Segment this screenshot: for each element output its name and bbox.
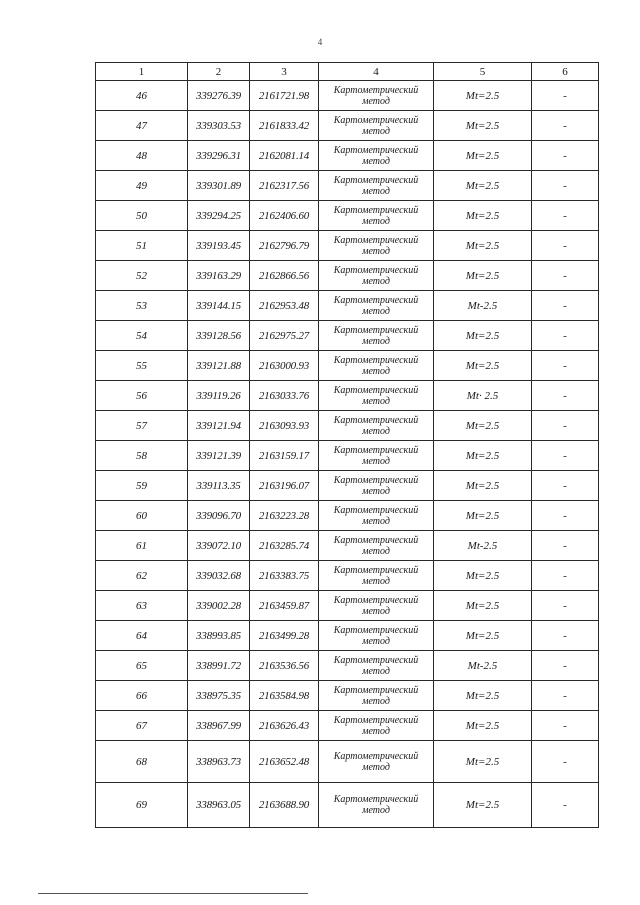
- coordinates-table: [95, 62, 599, 828]
- coordinate-y: 2163033.76: [250, 381, 319, 411]
- note-value: -: [532, 201, 599, 231]
- accuracy-value: Mt=2.5: [434, 741, 532, 783]
- point-number: 66: [96, 681, 188, 711]
- coordinate-y: 2163536.56: [250, 651, 319, 681]
- table-row: [96, 531, 599, 561]
- method-text: Картометрический: [333, 564, 419, 576]
- method-text: Картометрический: [333, 654, 419, 666]
- column-header: 6: [532, 63, 599, 81]
- accuracy-value: Mt=2.5: [434, 501, 532, 531]
- note-value: -: [532, 381, 599, 411]
- method-cell: [319, 471, 434, 501]
- coordinate-y: 2161833.42: [250, 111, 319, 141]
- method-text: метод: [362, 305, 390, 317]
- point-number: 49: [96, 171, 188, 201]
- table-row: [96, 621, 599, 651]
- note-value: -: [532, 501, 599, 531]
- method-text: метод: [362, 605, 390, 617]
- method-text: метод: [362, 575, 390, 587]
- point-number: 60: [96, 501, 188, 531]
- method-text: Картометрический: [333, 84, 419, 96]
- method-text: Картометрический: [333, 174, 419, 186]
- coordinate-y: 2163652.48: [250, 741, 319, 783]
- method-text: Картометрический: [333, 204, 419, 216]
- method-cell: [319, 291, 434, 321]
- method-text: Картометрический: [333, 234, 419, 246]
- note-value: -: [532, 141, 599, 171]
- point-number: 53: [96, 291, 188, 321]
- method-cell: [319, 591, 434, 621]
- accuracy-value: Mt=2.5: [434, 321, 532, 351]
- method-text: метод: [362, 155, 390, 167]
- method-text: метод: [362, 635, 390, 647]
- coordinate-x: 339121.94: [188, 411, 250, 441]
- coordinate-y: 2162975.27: [250, 321, 319, 351]
- note-value: -: [532, 783, 599, 828]
- coordinate-x: 339193.45: [188, 231, 250, 261]
- coordinate-x: 338963.05: [188, 783, 250, 828]
- method-text: Картометрический: [333, 114, 419, 126]
- method-text: метод: [362, 695, 390, 707]
- point-number: 64: [96, 621, 188, 651]
- method-text: метод: [362, 275, 390, 287]
- accuracy-value: Mt-2.5: [434, 531, 532, 561]
- column-header: 4: [319, 63, 434, 81]
- table-row: [96, 711, 599, 741]
- note-value: -: [532, 561, 599, 591]
- method-text: Картометрический: [333, 594, 419, 606]
- point-number: 54: [96, 321, 188, 351]
- note-value: -: [532, 711, 599, 741]
- method-cell: [319, 531, 434, 561]
- method-text: метод: [362, 365, 390, 377]
- point-number: 48: [96, 141, 188, 171]
- note-value: -: [532, 621, 599, 651]
- accuracy-value: Mt-2.5: [434, 291, 532, 321]
- method-cell: [319, 321, 434, 351]
- accuracy-value: Mt=2.5: [434, 201, 532, 231]
- note-value: -: [532, 81, 599, 111]
- method-text: метод: [362, 455, 390, 467]
- table-row: [96, 261, 599, 291]
- coordinate-y: 2163499.28: [250, 621, 319, 651]
- accuracy-value: Mt=2.5: [434, 621, 532, 651]
- coordinate-x: 338993.85: [188, 621, 250, 651]
- coordinate-y: 2162081.14: [250, 141, 319, 171]
- accuracy-value: Mt=2.5: [434, 441, 532, 471]
- accuracy-value: Mt=2.5: [434, 81, 532, 111]
- coordinate-x: 339096.70: [188, 501, 250, 531]
- accuracy-value: Mt=2.5: [434, 171, 532, 201]
- point-number: 69: [96, 783, 188, 828]
- method-cell: [319, 381, 434, 411]
- point-number: 59: [96, 471, 188, 501]
- method-text: метод: [362, 125, 390, 137]
- method-text: метод: [362, 395, 390, 407]
- footer-divider: [38, 893, 308, 894]
- point-number: 61: [96, 531, 188, 561]
- point-number: 58: [96, 441, 188, 471]
- accuracy-value: Mt=2.5: [434, 561, 532, 591]
- coordinate-x: 339294.25: [188, 201, 250, 231]
- page-number: 4: [317, 37, 323, 47]
- method-text: Картометрический: [333, 684, 419, 696]
- coordinate-x: 339002.28: [188, 591, 250, 621]
- point-number: 57: [96, 411, 188, 441]
- coordinate-x: 339121.88: [188, 351, 250, 381]
- method-cell: [319, 711, 434, 741]
- table-row: [96, 381, 599, 411]
- method-cell: [319, 411, 434, 441]
- coordinate-y: 2163688.90: [250, 783, 319, 828]
- coordinate-y: 2163626.43: [250, 711, 319, 741]
- coordinate-y: 2163584.98: [250, 681, 319, 711]
- method-text: Картометрический: [333, 534, 419, 546]
- point-number: 56: [96, 381, 188, 411]
- accuracy-value: Mt=2.5: [434, 711, 532, 741]
- coordinate-x: 339072.10: [188, 531, 250, 561]
- point-number: 63: [96, 591, 188, 621]
- coordinate-x: 339032.68: [188, 561, 250, 591]
- point-number: 55: [96, 351, 188, 381]
- method-cell: [319, 231, 434, 261]
- table-row: [96, 783, 599, 828]
- note-value: -: [532, 741, 599, 783]
- accuracy-value: Mt=2.5: [434, 411, 532, 441]
- method-text: Картометрический: [333, 714, 419, 726]
- method-text: Картометрический: [333, 144, 419, 156]
- table-row: [96, 231, 599, 261]
- coordinate-x: 339144.15: [188, 291, 250, 321]
- method-text: метод: [362, 725, 390, 737]
- note-value: -: [532, 351, 599, 381]
- note-value: -: [532, 531, 599, 561]
- method-cell: [319, 501, 434, 531]
- note-value: -: [532, 681, 599, 711]
- coordinate-y: 2163196.07: [250, 471, 319, 501]
- method-text: метод: [362, 761, 390, 773]
- method-text: метод: [362, 185, 390, 197]
- note-value: -: [532, 651, 599, 681]
- coordinate-y: 2163459.87: [250, 591, 319, 621]
- table-header-row: [96, 63, 599, 81]
- coordinate-y: 2163285.74: [250, 531, 319, 561]
- point-number: 46: [96, 81, 188, 111]
- coordinate-y: 2163383.75: [250, 561, 319, 591]
- method-text: Картометрический: [333, 624, 419, 636]
- column-header: 2: [188, 63, 250, 81]
- accuracy-value: Mt=2.5: [434, 141, 532, 171]
- accuracy-value: Mt=2.5: [434, 261, 532, 291]
- table-row: [96, 411, 599, 441]
- coordinate-x: 339128.56: [188, 321, 250, 351]
- coordinate-x: 339303.53: [188, 111, 250, 141]
- table-row: [96, 651, 599, 681]
- accuracy-value: Mt=2.5: [434, 471, 532, 501]
- coordinate-y: 2163223.28: [250, 501, 319, 531]
- method-text: Картометрический: [333, 354, 419, 366]
- method-cell: [319, 681, 434, 711]
- accuracy-value: Mt=2.5: [434, 351, 532, 381]
- coordinate-x: 339296.31: [188, 141, 250, 171]
- note-value: -: [532, 111, 599, 141]
- table-row: [96, 111, 599, 141]
- point-number: 50: [96, 201, 188, 231]
- table-row: [96, 561, 599, 591]
- accuracy-value: Mt=2.5: [434, 681, 532, 711]
- accuracy-value: Mt-2.5: [434, 651, 532, 681]
- coordinate-x: 339113.35: [188, 471, 250, 501]
- method-cell: [319, 171, 434, 201]
- coordinate-y: 2161721.98: [250, 81, 319, 111]
- coordinate-y: 2163000.93: [250, 351, 319, 381]
- table-row: [96, 441, 599, 471]
- method-text: Картометрический: [333, 294, 419, 306]
- note-value: -: [532, 231, 599, 261]
- coordinate-y: 2163159.17: [250, 441, 319, 471]
- note-value: -: [532, 261, 599, 291]
- method-text: метод: [362, 95, 390, 107]
- method-cell: [319, 351, 434, 381]
- method-text: метод: [362, 215, 390, 227]
- table-row: [96, 81, 599, 111]
- table-row: [96, 291, 599, 321]
- point-number: 51: [96, 231, 188, 261]
- method-text: Картометрический: [333, 794, 419, 805]
- coordinate-x: 338967.99: [188, 711, 250, 741]
- table-row: [96, 591, 599, 621]
- accuracy-value: Mt=2.5: [434, 591, 532, 621]
- point-number: 62: [96, 561, 188, 591]
- table-row: [96, 321, 599, 351]
- method-cell: [319, 621, 434, 651]
- table-row: [96, 471, 599, 501]
- coordinate-y: 2162317.56: [250, 171, 319, 201]
- point-number: 52: [96, 261, 188, 291]
- method-cell: [319, 783, 434, 828]
- coordinate-x: 339163.29: [188, 261, 250, 291]
- method-text: метод: [362, 425, 390, 437]
- method-text: Картометрический: [333, 414, 419, 426]
- table-row: [96, 141, 599, 171]
- table-row: [96, 201, 599, 231]
- method-cell: [319, 261, 434, 291]
- note-value: -: [532, 291, 599, 321]
- table-body: [96, 81, 599, 828]
- table-row: [96, 171, 599, 201]
- column-header: 3: [250, 63, 319, 81]
- point-number: 68: [96, 741, 188, 783]
- accuracy-value: Mt· 2.5: [434, 381, 532, 411]
- coordinate-x: 339119.26: [188, 381, 250, 411]
- note-value: -: [532, 171, 599, 201]
- method-text: метод: [362, 665, 390, 677]
- coordinate-y: 2163093.93: [250, 411, 319, 441]
- table-row: [96, 501, 599, 531]
- method-text: метод: [362, 545, 390, 557]
- method-text: метод: [362, 805, 390, 816]
- coordinate-y: 2162953.48: [250, 291, 319, 321]
- point-number: 47: [96, 111, 188, 141]
- method-cell: [319, 81, 434, 111]
- column-header: 1: [96, 63, 188, 81]
- method-text: Картометрический: [333, 324, 419, 336]
- method-cell: [319, 651, 434, 681]
- note-value: -: [532, 321, 599, 351]
- coordinate-x: 338991.72: [188, 651, 250, 681]
- note-value: -: [532, 591, 599, 621]
- method-cell: [319, 741, 434, 783]
- method-text: Картометрический: [333, 504, 419, 516]
- note-value: -: [532, 471, 599, 501]
- method-text: Картометрический: [333, 750, 419, 762]
- table-row: [96, 741, 599, 783]
- coordinate-y: 2162796.79: [250, 231, 319, 261]
- point-number: 67: [96, 711, 188, 741]
- table-row: [96, 681, 599, 711]
- method-text: Картометрический: [333, 264, 419, 276]
- column-header: 5: [434, 63, 532, 81]
- method-cell: [319, 441, 434, 471]
- method-cell: [319, 561, 434, 591]
- method-text: метод: [362, 485, 390, 497]
- table-row: [96, 351, 599, 381]
- accuracy-value: Mt=2.5: [434, 783, 532, 828]
- method-text: Картометрический: [333, 474, 419, 486]
- note-value: -: [532, 411, 599, 441]
- coordinate-x: 339301.89: [188, 171, 250, 201]
- coordinate-x: 338975.35: [188, 681, 250, 711]
- method-text: Картометрический: [333, 444, 419, 456]
- coordinate-x: 339121.39: [188, 441, 250, 471]
- method-text: Картометрический: [333, 384, 419, 396]
- method-text: метод: [362, 245, 390, 257]
- coordinate-x: 338963.73: [188, 741, 250, 783]
- point-number: 65: [96, 651, 188, 681]
- method-text: метод: [362, 335, 390, 347]
- accuracy-value: Mt=2.5: [434, 111, 532, 141]
- coordinate-y: 2162406.60: [250, 201, 319, 231]
- method-text: метод: [362, 515, 390, 527]
- method-cell: [319, 201, 434, 231]
- method-cell: [319, 111, 434, 141]
- coordinate-x: 339276.39: [188, 81, 250, 111]
- note-value: -: [532, 441, 599, 471]
- accuracy-value: Mt=2.5: [434, 231, 532, 261]
- method-cell: [319, 141, 434, 171]
- coordinate-y: 2162866.56: [250, 261, 319, 291]
